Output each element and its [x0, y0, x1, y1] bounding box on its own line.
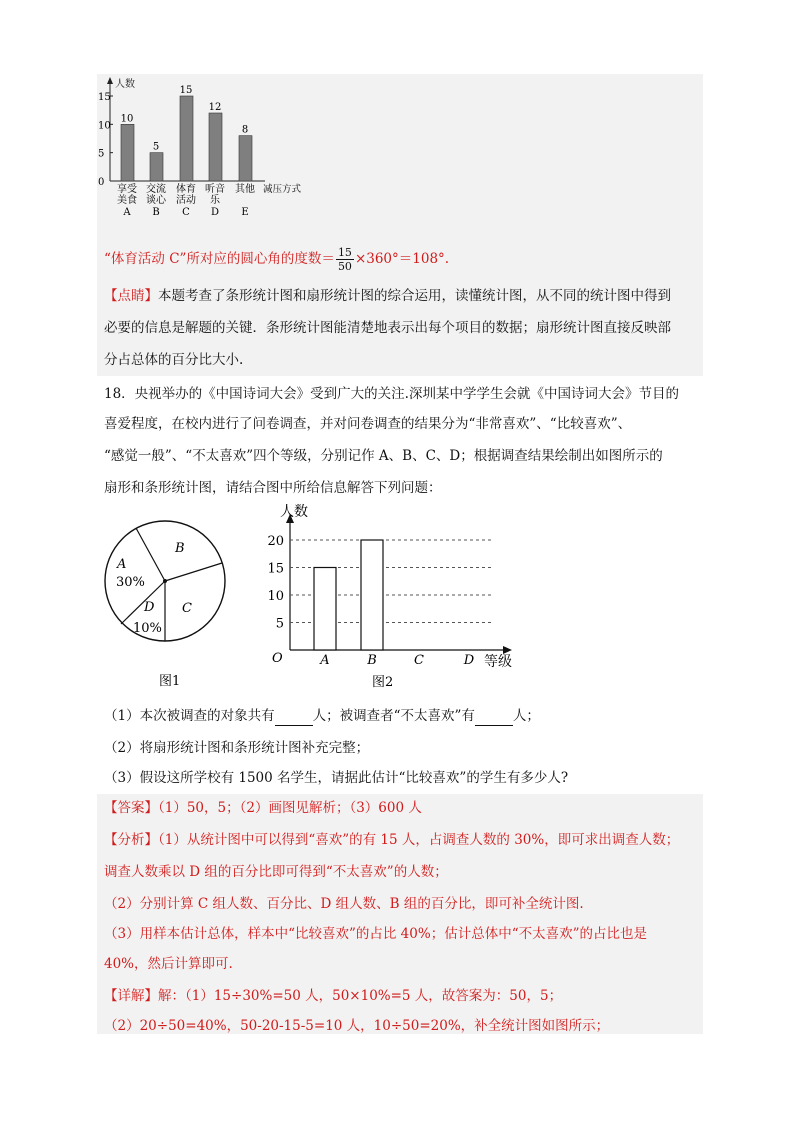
angle-formula	[104, 246, 449, 273]
pie-label-d: D	[144, 600, 155, 615]
y-axis-label: 人数	[280, 504, 308, 520]
category-label: B	[367, 653, 377, 668]
pie-chart-figure-1	[96, 520, 236, 690]
category-code: C	[182, 207, 190, 218]
category-label-line1: 其他	[235, 184, 255, 195]
analysis-line-1	[104, 830, 679, 850]
bar-a	[314, 568, 336, 651]
analysis-tag: 【分析】	[104, 832, 158, 848]
category-code: D	[210, 207, 220, 218]
pie-pct-d: 10%	[133, 621, 162, 636]
detail-line-1	[104, 986, 562, 1006]
y-tick-label: 10	[267, 589, 284, 604]
bar-value-label: 15	[179, 85, 193, 96]
bar-a	[121, 124, 134, 181]
comment-text-1: 本题考查了条形统计图和扇形统计图的综合运用，读懂统计图，从不同的统计图中得到	[158, 288, 671, 304]
pie-pct-a: 30%	[116, 575, 145, 590]
answer-text: （1）50，5；（2）画图见解析；（3）600 人	[158, 800, 422, 816]
x-axis-arrow	[503, 646, 512, 654]
category-label-line2: 乐	[210, 195, 220, 206]
pie-label-a: A	[117, 557, 127, 572]
q1-text-a: （1）本次被调查的对象共有	[104, 708, 275, 724]
category-label-line2: 活动	[176, 195, 196, 206]
bar-value-label: 12	[208, 102, 222, 113]
category-code: E	[241, 207, 249, 218]
fraction	[336, 246, 354, 273]
answer-tag: 【答案】	[104, 800, 158, 816]
y-tick-label: 5	[98, 148, 105, 160]
angle-text-prefix: “体育活动 C”所对应的圆心角的度数＝	[104, 251, 335, 267]
pie-center	[163, 579, 167, 583]
bar-chart-figure-2	[262, 500, 522, 692]
category-label-line2: 美食	[117, 195, 137, 206]
bar-e	[239, 136, 252, 181]
analysis-line-3: （2）分别计算 C 组人数、百分比、D 组人数、B 组的百分比，即可补全统计图.	[104, 896, 584, 912]
bar-b	[361, 540, 383, 650]
analysis-line-2: 调查人数乘以 D 组的百分比即可得到“不太喜欢”的人数；	[104, 864, 448, 880]
pie-label-c: C	[182, 601, 192, 616]
q1-text-b: 人；被调查者“不太喜欢”有	[312, 708, 475, 724]
bar-value-label: 5	[152, 141, 160, 153]
comment-tag: 【点睛】	[104, 288, 158, 304]
y-tick-label: 15	[267, 561, 284, 577]
category-code: B	[152, 207, 160, 218]
category-code: A	[123, 207, 131, 218]
detail-text-1: 解：（1）15÷30%=50 人，50×10%=5 人，故答案为：50，5；	[158, 988, 563, 1004]
answer-line	[104, 798, 422, 818]
analysis-line-5: 40%，然后计算即可.	[104, 956, 233, 972]
detail-line-2: （2）20÷50=40%，50-20-15-5=10 人，10÷50=20%，补全统计图如图所示；	[104, 1018, 610, 1034]
y-tick-label: 5	[275, 616, 284, 632]
x-axis-label: 减压方式	[263, 184, 302, 195]
figure-caption: 图2	[372, 675, 394, 690]
y-tick-label: 20	[267, 534, 284, 549]
category-label-line1: 听音	[205, 184, 225, 195]
bar-b	[150, 153, 163, 181]
pie-caption: 图1	[159, 674, 181, 689]
category-label-line1: 交流	[146, 184, 166, 195]
y-tick-label: 0	[98, 177, 105, 188]
x-axis-label: 等级	[484, 654, 512, 670]
category-label-line1: 享受	[117, 184, 137, 195]
comment-line-2: 必要的信息是解题的关键．条形统计图能清楚地表示出每个项目的数据；扇形统计图直接反映部	[104, 320, 671, 336]
question-1	[104, 706, 540, 726]
pie-label-b: B	[175, 541, 185, 556]
y-axis-label: 人数	[115, 79, 135, 90]
bar-c	[180, 96, 193, 181]
analysis-text-1: （1）从统计图中可以得到“喜欢”的有 15 人，占调查人数的 30%，即可求出调查人数；	[158, 832, 680, 848]
category-label: A	[320, 653, 330, 668]
bar-value-label: 8	[241, 124, 249, 136]
category-label-line2: 谈心	[146, 195, 166, 206]
comment-line-1	[104, 286, 671, 306]
analysis-line-4: （3）用样本估计总体，样本中“比较喜欢”的占比 40%；估计总体中“不太喜欢”的占比也是	[104, 926, 647, 942]
survey-bar-chart-top	[97, 74, 337, 222]
question-2: （2）将扇形统计图和条形统计图补充完整；	[104, 740, 370, 756]
y-tick-label: 10	[98, 120, 111, 132]
y-axis-arrow	[107, 77, 113, 84]
fraction-denominator: 50	[337, 260, 352, 273]
fraction-numerator: 15	[337, 246, 352, 259]
category-label: C	[414, 653, 424, 668]
problem-line-3: “感觉一般”、“不太喜欢”四个等级，分别记作 A、B、C、D；根据调查结果绘制出如图所示的	[104, 448, 663, 464]
origin-label: O	[272, 651, 283, 666]
problem-line-2: 喜爱程度，在校内进行了问卷调查，并对问卷调查的结果分为“非常喜欢”、“比较喜欢”、	[104, 416, 632, 432]
comment-line-3: 分占总体的百分比大小.	[104, 352, 244, 368]
detail-tag: 【详解】	[104, 988, 158, 1004]
answer-blank-dislike[interactable]	[475, 711, 513, 726]
bar-value-label: 10	[120, 113, 134, 125]
problem-line-1: 18．央视举办的《中国诗词大会》受到广大的关注.深圳某中学学生会就《中国诗词大会》节目的	[104, 386, 679, 402]
category-label-line1: 体育	[176, 184, 196, 195]
answer-blank-total[interactable]	[275, 711, 313, 726]
question-3: （3）假设这所学校有 1500 名学生，请据此估计“比较喜欢”的学生有多少人?	[104, 770, 569, 786]
problem-line-4: 扇形和条形统计图，请结合图中所给信息解答下列问题：	[104, 480, 442, 496]
category-label: D	[463, 653, 475, 668]
q1-text-c: 人；	[512, 708, 540, 724]
angle-text-suffix: ×360°＝108°.	[354, 251, 450, 267]
y-tick-label: 15	[98, 92, 111, 103]
bar-d	[209, 113, 222, 181]
